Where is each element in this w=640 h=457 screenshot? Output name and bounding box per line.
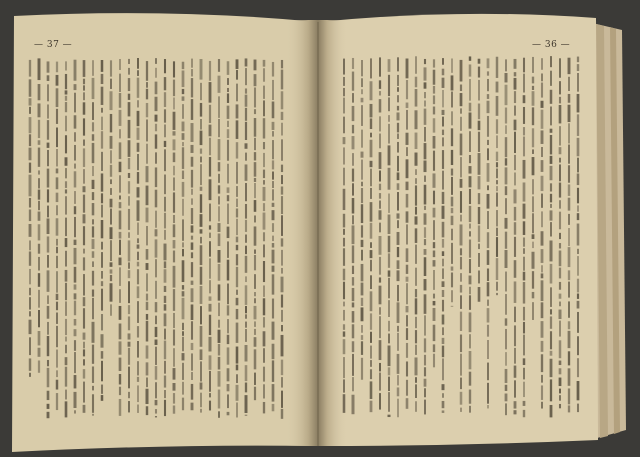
right-page-text-block (344, 56, 578, 417)
right-page (318, 14, 598, 446)
left-page-number: — 37 — (34, 40, 73, 50)
right-page-number: — 36 — (532, 40, 571, 50)
